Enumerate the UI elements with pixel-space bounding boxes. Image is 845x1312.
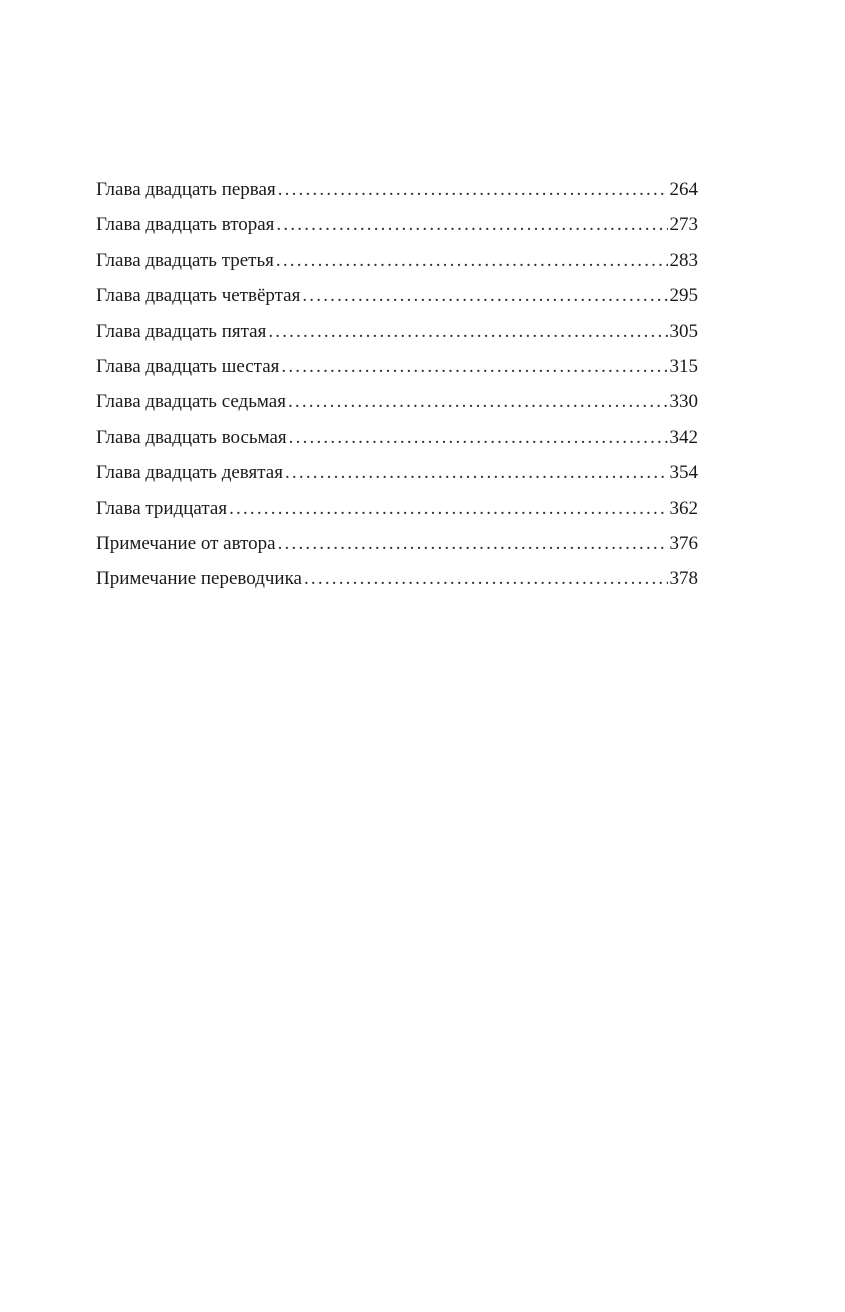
toc-entry-title: Глава двадцать девятая xyxy=(96,462,283,484)
toc-entry-title: Глава двадцать восьмая xyxy=(96,426,287,448)
toc-entry-page: 342 xyxy=(669,426,698,448)
toc-entry-title: Глава двадцать четвёртая xyxy=(96,285,301,307)
toc-entry-page: 283 xyxy=(669,249,698,271)
toc-entry xyxy=(96,526,698,561)
toc-entry-title: Глава двадцать вторая xyxy=(96,214,275,236)
toc-entry-title: Глава двадцать шестая xyxy=(96,355,280,377)
toc-entry-title: Глава двадцать первая xyxy=(96,179,276,200)
toc-dot-leader xyxy=(276,243,668,278)
toc-dot-leader xyxy=(289,420,668,455)
toc-entry xyxy=(96,561,698,596)
toc-entry-page: 330 xyxy=(669,391,698,413)
toc-entry-page: 378 xyxy=(669,568,698,590)
table-of-contents xyxy=(96,172,698,597)
toc-entry xyxy=(96,491,698,526)
toc-dot-leader xyxy=(268,314,667,349)
toc-entry xyxy=(96,172,698,207)
toc-dot-leader xyxy=(229,491,667,526)
toc-entry xyxy=(96,349,698,384)
toc-entry-page: 264 xyxy=(669,179,698,200)
toc-dot-leader xyxy=(285,455,668,490)
toc-entry-title: Глава двадцать седьмая xyxy=(96,391,286,413)
toc-entry-title: Глава двадцать третья xyxy=(96,249,274,271)
toc-entry-page: 376 xyxy=(669,532,698,554)
toc-entry-title: Глава двадцать пятая xyxy=(96,320,267,342)
toc-entry xyxy=(96,278,698,313)
toc-entry xyxy=(96,314,698,349)
toc-dot-leader xyxy=(281,349,667,384)
toc-entry xyxy=(96,420,698,455)
toc-entry-page: 362 xyxy=(669,497,698,519)
toc-entry-page: 273 xyxy=(669,214,698,236)
toc-entry-page: 295 xyxy=(669,285,698,307)
toc-dot-leader xyxy=(304,561,668,596)
toc-entry-page: 354 xyxy=(669,462,698,484)
toc-dot-leader xyxy=(278,526,668,561)
toc-entry xyxy=(96,207,698,242)
toc-dot-leader xyxy=(302,278,667,313)
toc-entry-title: Примечание переводчика xyxy=(96,568,302,590)
toc-entry xyxy=(96,384,698,419)
toc-entry xyxy=(96,243,698,278)
toc-dot-leader xyxy=(276,207,667,242)
toc-entry-title: Глава тридцатая xyxy=(96,497,228,519)
toc-dot-leader xyxy=(278,172,668,207)
toc-entry-title: Примечание от автора xyxy=(96,532,276,554)
toc-entry-page: 305 xyxy=(669,320,698,342)
toc-entry-page: 315 xyxy=(669,355,698,377)
toc-dot-leader xyxy=(288,384,668,419)
toc-entry xyxy=(96,455,698,490)
